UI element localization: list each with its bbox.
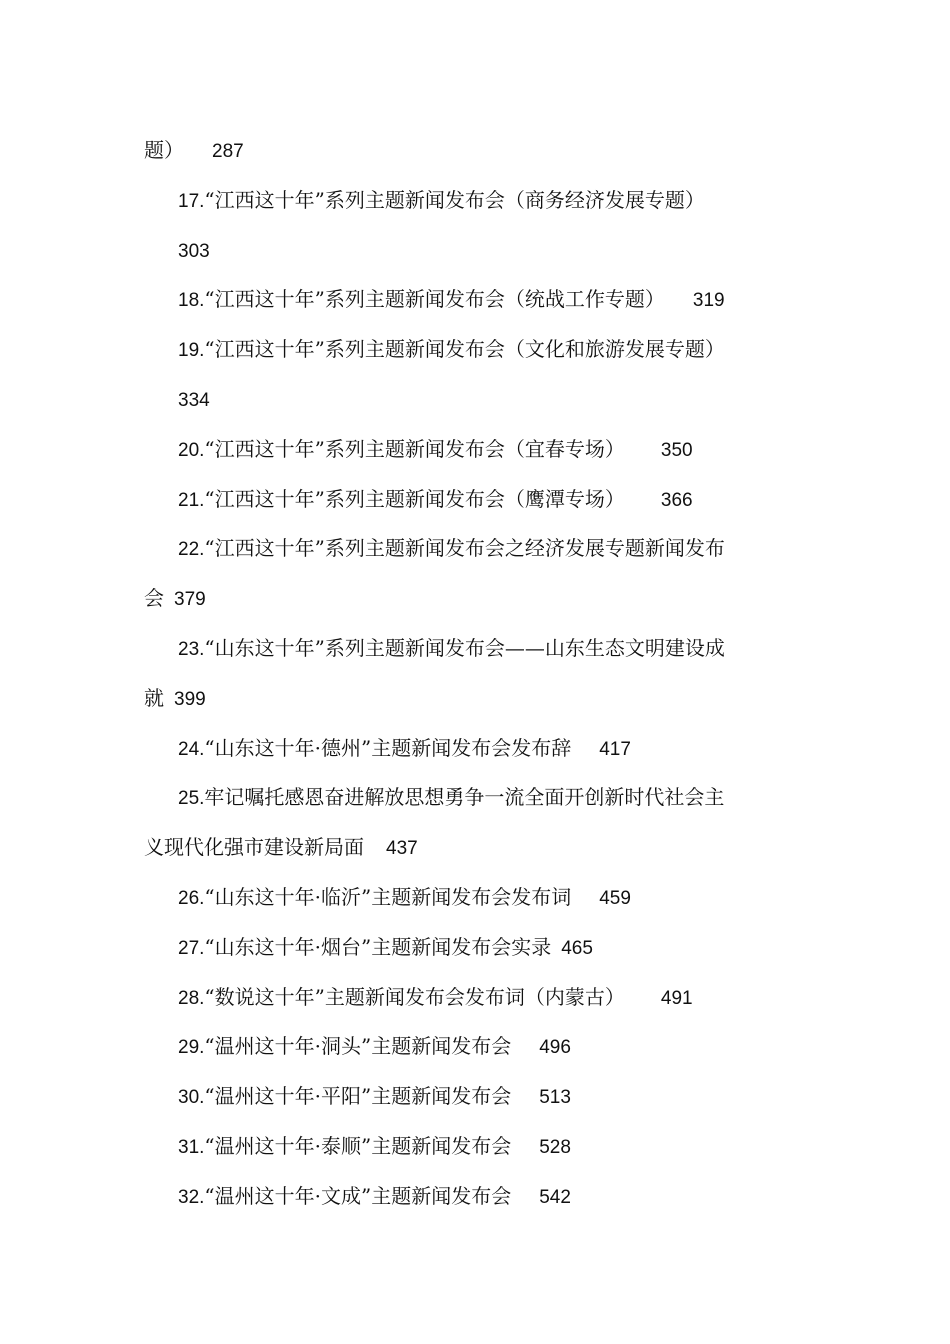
toc-entry-text: “江西这十年”系列主题新闻发布会（统战工作专题）	[204, 287, 665, 312]
toc-entry-31[interactable]	[144, 1122, 808, 1172]
toc-entry-number: 28.	[178, 987, 205, 1009]
toc-entry-text: “温州这十年·平阳”主题新闻发布会	[204, 1084, 512, 1109]
toc-page-number: 319	[692, 290, 725, 312]
toc-entry-text: 题）	[144, 138, 184, 162]
toc-page-number: 379	[174, 589, 206, 611]
toc-entry-19[interactable]	[144, 325, 808, 375]
toc-entry-24[interactable]	[144, 724, 808, 774]
toc-entry-17-page-line[interactable]	[144, 226, 808, 276]
toc-entry-number: 29.	[178, 1037, 205, 1059]
toc-entry-number: 32.	[178, 1186, 205, 1208]
toc-entry-number: 20.	[178, 439, 205, 461]
toc-entry-text: 义现代化强市建设新局面	[144, 835, 364, 860]
toc-entry-text: “山东这十年”系列主题新闻发布会——山东生态文明建设成	[204, 635, 725, 660]
toc-entry-text: “山东这十年·德州”主题新闻发布会发布辞	[204, 735, 572, 760]
toc-entry-number: 25.	[178, 788, 205, 810]
toc-entry-21[interactable]	[144, 475, 808, 525]
toc-entry-22[interactable]	[144, 524, 808, 574]
toc-entry-18[interactable]	[144, 275, 808, 325]
toc-page-number: 459	[599, 887, 631, 909]
toc-entry-32[interactable]	[144, 1172, 808, 1222]
toc-entry-30[interactable]	[144, 1072, 808, 1122]
toc-entry-text: “数说这十年”主题新闻发布会发布词（内蒙古）	[204, 984, 625, 1009]
toc-entry-text: “山东这十年·临沂”主题新闻发布会发布词	[204, 884, 572, 909]
toc-entry-20[interactable]	[144, 425, 808, 475]
toc-page-number: 334	[178, 389, 210, 411]
toc-entry-text: “温州这十年·泰顺”主题新闻发布会	[204, 1133, 512, 1158]
toc-page-number: 513	[539, 1087, 571, 1109]
toc-page-number: 437	[386, 838, 418, 860]
toc-entry-28[interactable]	[144, 973, 808, 1023]
toc-entry-number: 31.	[178, 1136, 205, 1158]
toc-entry-text: 牢记嘱托感恩奋进解放思想勇争一流全面开创新时代社会主	[204, 785, 725, 810]
toc-entry-number: 24.	[178, 738, 205, 760]
toc-entry-17[interactable]	[144, 176, 808, 226]
toc-entry-22-continuation[interactable]	[144, 574, 808, 624]
toc-entry-29[interactable]	[144, 1022, 808, 1072]
toc-entry-25[interactable]	[144, 773, 808, 823]
toc-entry-number: 23.	[178, 638, 205, 660]
toc-page-number: 399	[174, 688, 206, 710]
toc-entry-23[interactable]	[144, 624, 808, 674]
toc-page-number: 528	[539, 1136, 571, 1158]
toc-entry-text: “江西这十年”系列主题新闻发布会（商务经济发展专题）	[204, 187, 705, 212]
toc-entry-19-page-line[interactable]	[144, 375, 808, 425]
toc-entry-number: 17.	[178, 190, 205, 212]
toc-entry-text: “江西这十年”系列主题新闻发布会之经济发展专题新闻发布	[204, 536, 725, 561]
toc-entry-26[interactable]	[144, 873, 808, 923]
toc-page-number: 350	[660, 439, 693, 461]
toc-entry-number: 21.	[178, 489, 205, 511]
toc-entry-16-continuation[interactable]	[144, 126, 808, 176]
toc-entry-text: “江西这十年”系列主题新闻发布会（鹰潭专场）	[204, 486, 625, 511]
toc-entry-27[interactable]	[144, 923, 808, 973]
toc-page-number: 465	[561, 937, 593, 959]
toc-page-number: 542	[539, 1186, 571, 1208]
toc-entry-text: “江西这十年”系列主题新闻发布会（文化和旅游发展专题）	[204, 337, 725, 362]
toc-page-number: 496	[539, 1037, 571, 1059]
toc-entry-text: “温州这十年·文成”主题新闻发布会	[204, 1183, 512, 1208]
toc-entry-text: “江西这十年”系列主题新闻发布会（宜春专场）	[204, 436, 625, 461]
toc-entry-text: 就	[144, 685, 164, 710]
toc-entry-number: 26.	[178, 887, 205, 909]
toc-page-number: 491	[660, 987, 693, 1009]
toc-page-number: 417	[599, 738, 631, 760]
toc-entry-text: “温州这十年·洞头”主题新闻发布会	[204, 1034, 512, 1059]
toc-entry-number: 30.	[178, 1087, 205, 1109]
toc-entry-text: “山东这十年·烟台”主题新闻发布会实录	[204, 934, 552, 959]
toc-entry-number: 27.	[178, 937, 205, 959]
table-of-contents	[144, 126, 808, 1222]
toc-entry-23-continuation[interactable]	[144, 674, 808, 724]
toc-entry-number: 22.	[178, 539, 205, 561]
toc-page-number: 366	[660, 489, 693, 511]
toc-entry-number: 19.	[178, 340, 205, 362]
toc-page-number: 303	[178, 240, 210, 262]
toc-entry-number: 18.	[178, 290, 205, 312]
toc-page-number: 287	[212, 141, 244, 162]
toc-entry-text: 会	[144, 586, 164, 611]
toc-entry-25-continuation[interactable]	[144, 823, 808, 873]
